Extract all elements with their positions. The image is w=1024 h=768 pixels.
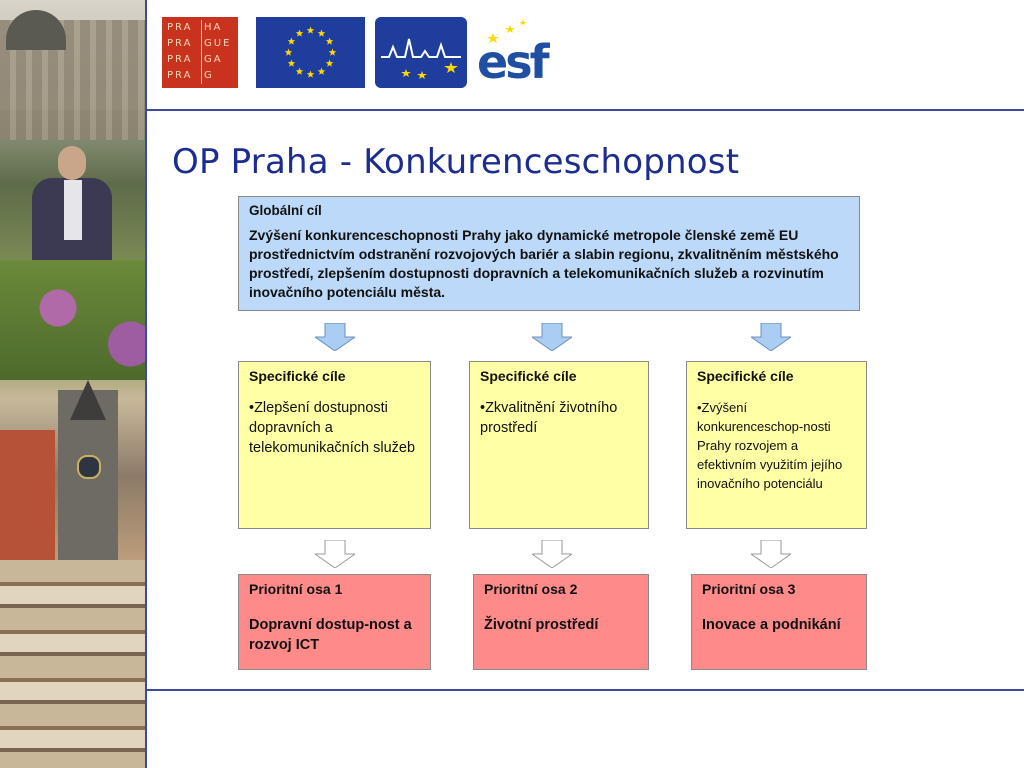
priority-axis-box-1 — [238, 574, 431, 670]
priority-axis-text: Inovace a podnikání — [702, 617, 841, 633]
clock-icon — [77, 455, 101, 479]
priority-axis-text: Životní prostředí — [484, 617, 599, 633]
eu-star — [326, 38, 334, 45]
eu-star — [285, 49, 293, 56]
eu-star — [307, 27, 315, 34]
specific-goal-text: •Zkvalitnění životního prostředí — [480, 400, 618, 436]
down-arrow-icon — [315, 323, 355, 351]
eu-star — [318, 68, 326, 75]
photo-old-town-houses — [0, 560, 145, 768]
page-title: OP Praha - Konkurenceschopnost — [172, 142, 740, 182]
down-arrow-outline-icon — [315, 540, 355, 568]
specific-goal-box-3 — [686, 361, 867, 529]
priority-axis-title: Prioritní osa 2 — [484, 581, 578, 597]
prague-skyline-icon — [375, 17, 467, 88]
esf-wordmark: esf — [477, 35, 547, 89]
specific-goal-box-2 — [469, 361, 649, 529]
esf-logo — [477, 17, 567, 88]
eu-star — [288, 60, 296, 67]
priority-axis-title: Prioritní osa 1 — [249, 581, 343, 597]
footer-divider — [147, 689, 1024, 691]
specific-goal-title: Specifické cíle — [249, 368, 346, 384]
photo-businessman — [22, 140, 117, 280]
eu-star — [318, 29, 326, 36]
global-goal-title: Globální cíl — [249, 203, 322, 218]
eu-flag-logo — [256, 17, 365, 88]
photo-red-roof — [0, 430, 55, 580]
specific-goal-text: •Zlepšení dostupnosti dopravních a telekomunikačních služeb — [249, 400, 416, 456]
eu-star — [288, 38, 296, 45]
down-arrow-icon — [751, 323, 791, 351]
eu-star — [307, 71, 315, 78]
down-arrow-outline-icon — [751, 540, 791, 568]
specific-goal-text: •Zvýšení konkurenceschop-nosti Prahy rozvojem a efektivním využitím jejího inovačního potenciálu — [697, 400, 843, 491]
down-arrow-icon — [532, 323, 572, 351]
priority-axis-box-2 — [473, 574, 649, 670]
praha-logo: PRA PRA PRA PRA HA GUE GA G — [162, 17, 238, 88]
header-divider — [147, 109, 1024, 111]
priority-axis-title: Prioritní osa 3 — [702, 581, 796, 597]
specific-goal-title: Specifické cíle — [480, 368, 577, 384]
down-arrow-outline-icon — [532, 540, 572, 568]
eu-star — [296, 29, 304, 36]
specific-goal-title: Specifické cíle — [697, 368, 794, 384]
specific-goal-box-1 — [238, 361, 431, 529]
praha-eu-logo — [375, 17, 467, 88]
eu-stars-icon — [256, 17, 365, 88]
priority-axis-text: Dopravní dostup-nost a rozvoj ICT — [249, 617, 412, 653]
eu-star — [326, 60, 334, 67]
global-goal-text: Zvýšení konkurenceschopnosti Prahy jako dynamické metropole členské země EU prostřednictvím odstranění rozvojových bariér a slabin regionu, zkvalitněním městského prostředí, zlepšením dostupnosti dopravních a telekomunikačních služeb a rozvinutím inovačního potenciálu města. — [249, 227, 839, 300]
eu-star — [296, 68, 304, 75]
eu-star — [329, 49, 337, 56]
photo-collage-strip — [0, 0, 145, 768]
vertical-divider — [145, 0, 147, 768]
photo-garden — [0, 260, 145, 380]
global-goal-box — [238, 196, 860, 311]
priority-axis-box-3 — [691, 574, 867, 670]
